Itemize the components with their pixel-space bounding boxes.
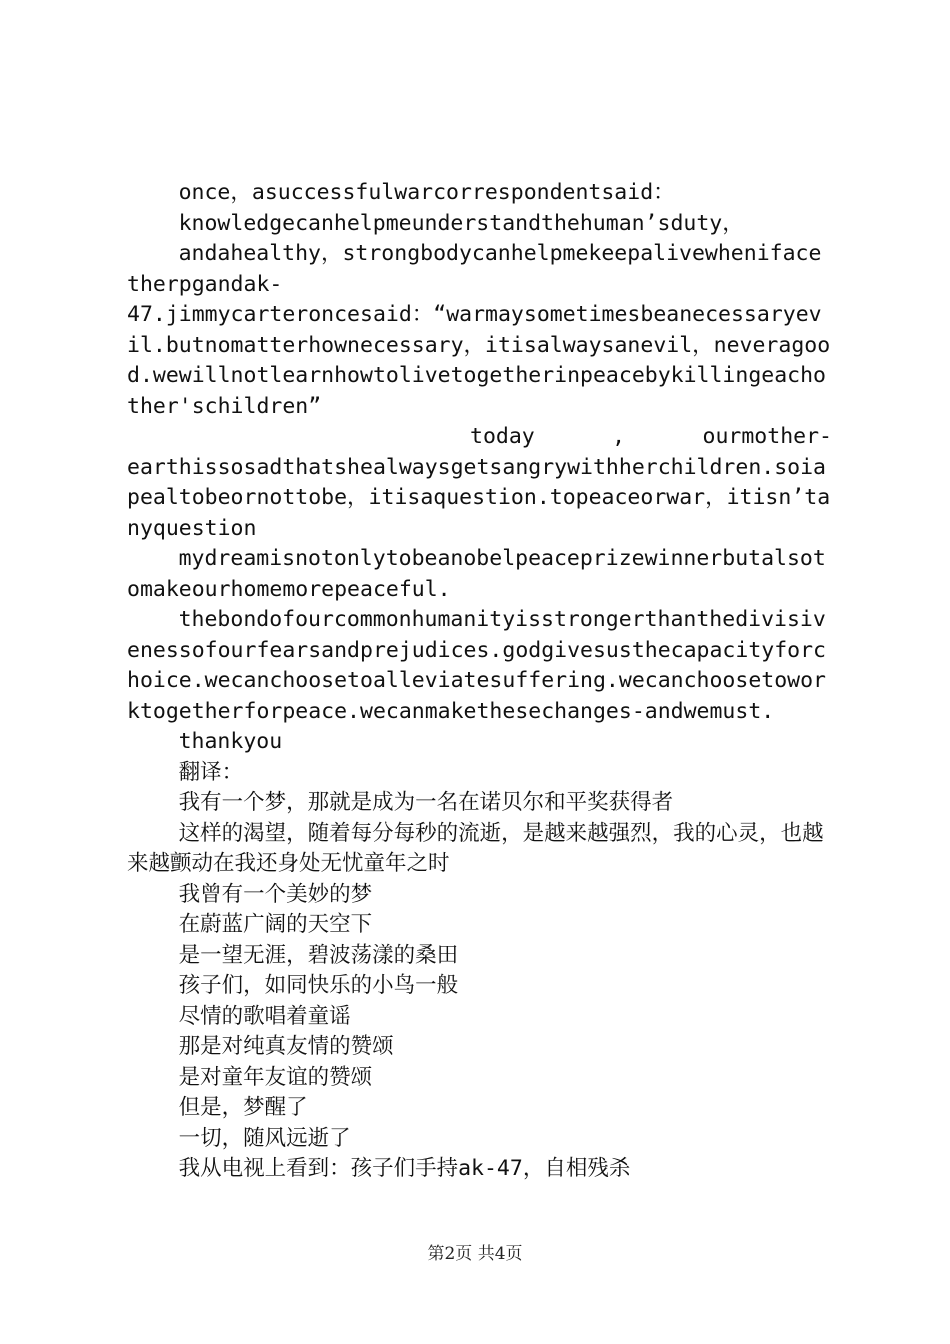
page-number-label: 第2页 共4页 — [427, 1244, 523, 1264]
page-footer — [0, 1243, 950, 1265]
paragraph: 在蔚蓝广阔的天空下 — [178, 912, 373, 937]
paragraph: 是对童年友谊的赞颂 — [178, 1064, 373, 1090]
spaced-word: today — [470, 424, 535, 449]
paragraph: knowledgecanhelpmeunderstandthehuman’sduty， — [178, 210, 744, 236]
paragraph: 我有一个梦，那就是成为一名在诺贝尔和平奖获得者 — [178, 790, 674, 815]
paragraph: 是一望无涯，碧波荡漾的桑田 — [178, 942, 459, 968]
paragraph: 翻译： — [178, 759, 244, 785]
paragraph: thebondofourcommonhumanityisstrongerthanthedivisivenessofourfearsandprejudices.godgivesusthecapacityforchoice.wecanchoosetoalleviatesuffering.wecanchoosetoworktogetherforpeace.wecanmakethesechanges-andwemust. — [127, 607, 826, 724]
paragraph: 孩子们，如同快乐的小鸟一般 — [178, 973, 459, 998]
spaced-word: ourmother- — [702, 424, 832, 449]
paragraph: 那是对纯真友情的赞颂 — [178, 1034, 394, 1059]
paragraph: earthissosadthatshealwaysgetsangrywithherchildren.soiapealtobeornottobe，itisaquestion.topeaceorwar，itisn’tanyquestion — [127, 454, 831, 541]
spaced-word: , — [612, 424, 626, 449]
paragraph: 尽情的歌唱着童谣 — [178, 1003, 351, 1029]
paragraph: 我从电视上看到：孩子们手持ak-47，自相残杀 — [178, 1156, 631, 1181]
paragraph: 但是，梦醒了 — [178, 1095, 308, 1120]
paragraph: thankyou — [178, 729, 283, 754]
paragraph: andahealthy，strongbodycanhelpmekeepalivewhenifacetherpgandak- — [127, 241, 822, 297]
paragraph: 这样的渴望，随着每分每秒的流逝，是越来越强烈，我的心灵，也越来越颤动在我还身处无忧童年之时 — [127, 820, 824, 876]
document-body — [127, 178, 832, 1185]
paragraph-spaced-line — [127, 422, 832, 453]
paragraph: 一切，随风远逝了 — [178, 1125, 351, 1151]
paragraph: once，asuccessfulwarcorrespondentsaid： — [178, 180, 675, 205]
paragraph: 我曾有一个美妙的梦 — [178, 881, 373, 907]
paragraph: mydreamisnotonlytobeanobelpeaceprizewinnerbutalsotomakeourhomemorepeaceful. — [127, 546, 826, 602]
paragraph: 47.jimmycarteroncesaid：“warmaysometimesbeanecessaryevil.butnomatterhownecessary，itisalwaysanevil，neveragood.wewillnotlearnhowtolivetogetherinpeacebykillingeachother'schildren” — [127, 302, 831, 419]
